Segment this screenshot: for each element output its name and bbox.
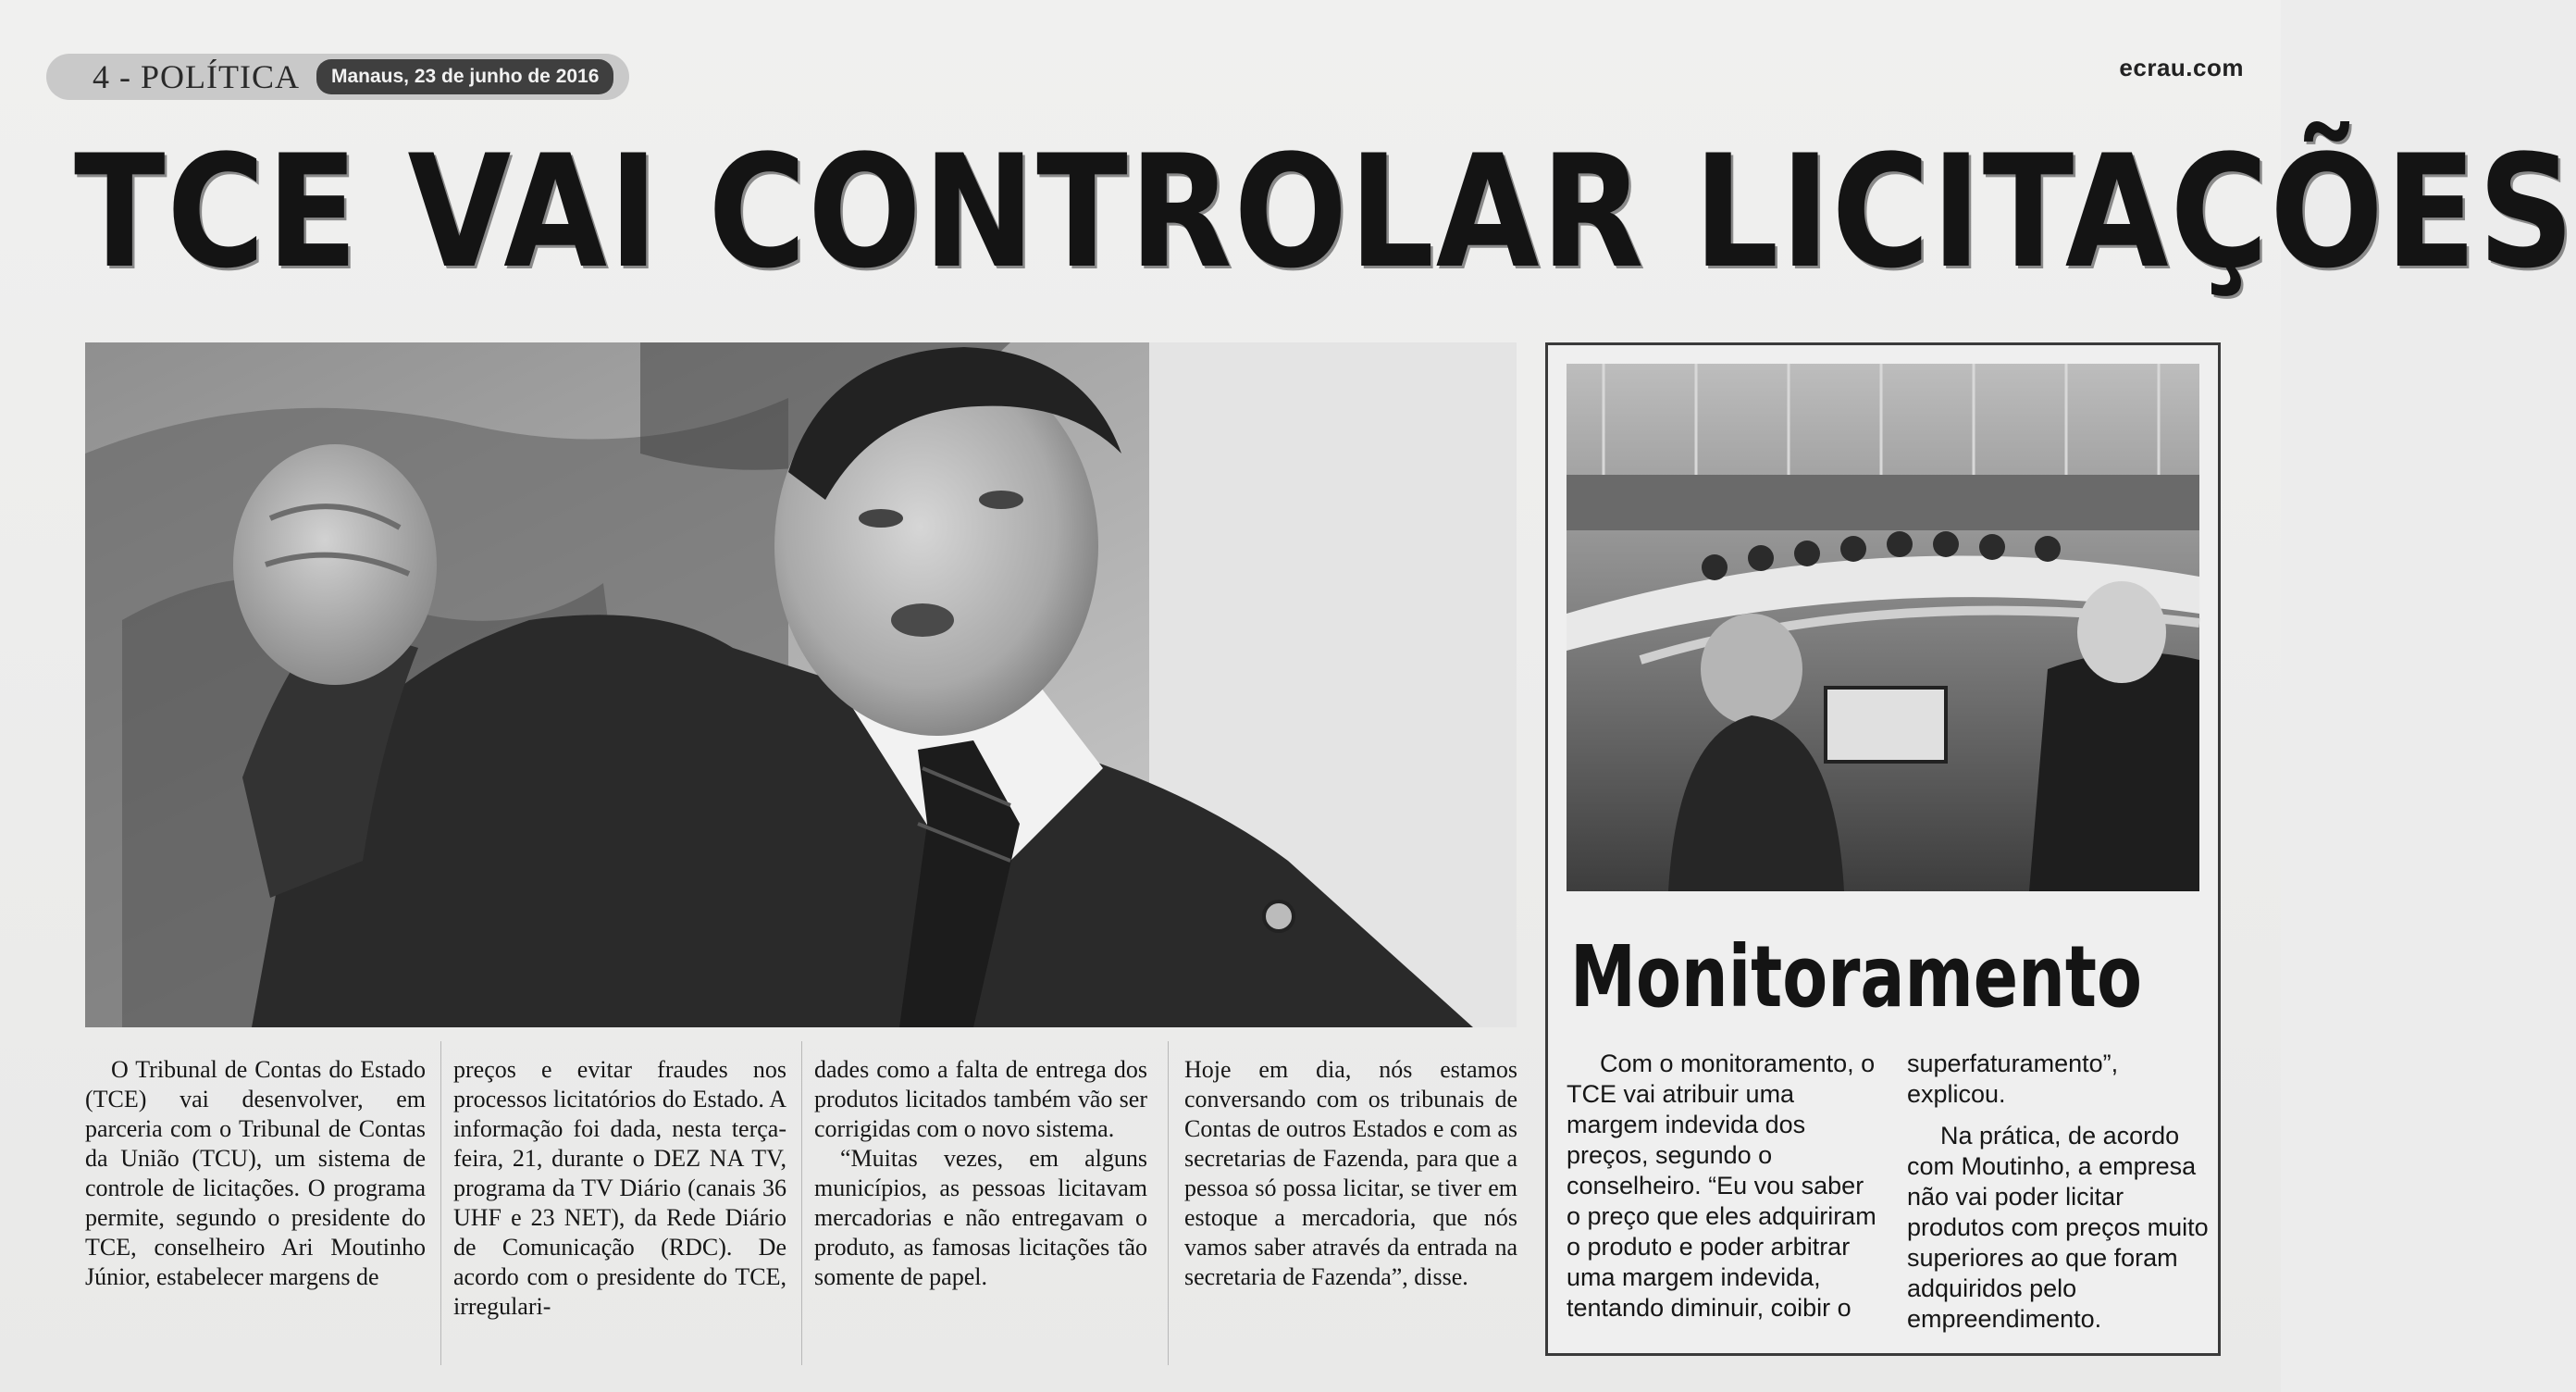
article-column-3 (814, 1055, 1147, 1361)
main-photo (85, 342, 1517, 1027)
article-paragraph: Hoje em dia, nós estamos conversando com os tribunais de Contas de outros Estados e com as secretarias de Fazenda, para que a pessoa só possa licitar, se tiver em estoque a mercadoria, que nós vamos saber através da entrada na secretaria de Fazenda”, disse. (1184, 1056, 1517, 1290)
article-column-4 (1184, 1055, 1517, 1361)
sidebar-column-2 (1907, 1049, 2212, 1335)
article-column-2 (453, 1055, 786, 1361)
section-label: 4 - POLÍTICA (93, 58, 300, 95)
headline: TCE VAI CONTROLAR LICITAÇÕES (74, 121, 2576, 303)
section-header (46, 54, 629, 100)
edition-date: Manaus, 23 de junho de 2016 (316, 59, 613, 94)
site-label: ecrau.com (2119, 54, 2244, 81)
sidebar-paragraph: superfaturamento”, explicou. (1907, 1050, 2119, 1108)
article-paragraph: “Muitas vezes, em alguns municípios, as pessoas licitavam mercadorias e não entregavam o produto, as famosas licitações tão somente de papel. (814, 1145, 1147, 1290)
column-rule (1168, 1041, 1169, 1365)
article-paragraph: O Tribunal de Contas do Estado (TCE) vai desenvolver, em parceria com o Tribunal de Contas da União (TCU), um sistema de controle de licitações. O programa permite, segundo o presidente do TCE, conselheiro Ari Moutinho Júnior, estabelecer margens de (85, 1056, 426, 1290)
sidebar-box (1545, 342, 2221, 1356)
sidebar-photo-illustration (1567, 364, 2199, 891)
sidebar-photo (1567, 364, 2199, 891)
sidebar-column-1 (1567, 1049, 1881, 1324)
sidebar-paragraph: Com o monitoramento, o TCE vai atribuir uma margem indevida dos preços, segundo o conselheiro. “Eu vou saber o preço que eles adquiriram o produto e poder arbitrar uma margem indevida, tentando diminuir, coibir o (1567, 1050, 1876, 1322)
main-photo-illustration (85, 342, 1517, 1027)
sidebar-paragraph: Na prática, de acordo com Moutinho, a empresa não vai poder licitar produtos com preços muito superiores ao que foram adquiridos pelo empreendimento. (1907, 1122, 2209, 1333)
article-column-1 (85, 1055, 426, 1361)
column-rule (440, 1041, 441, 1365)
article-paragraph: preços e evitar fraudes nos processos licitatórios do Estado. A informação foi dada, nesta terça-feira, 21, durante o DEZ NA TV, programa da TV Diário (canais 36 UHF e 23 NET), da Rede Diário de Comunicação (RDC). De acordo com o presidente do TCE, irregulari- (453, 1056, 786, 1320)
sidebar-title: Monitoramento (1570, 927, 2142, 1026)
column-rule (801, 1041, 802, 1365)
article-paragraph: dades como a falta de entrega dos produtos licitados também vão ser corrigidas com o novo sistema. (814, 1056, 1147, 1142)
